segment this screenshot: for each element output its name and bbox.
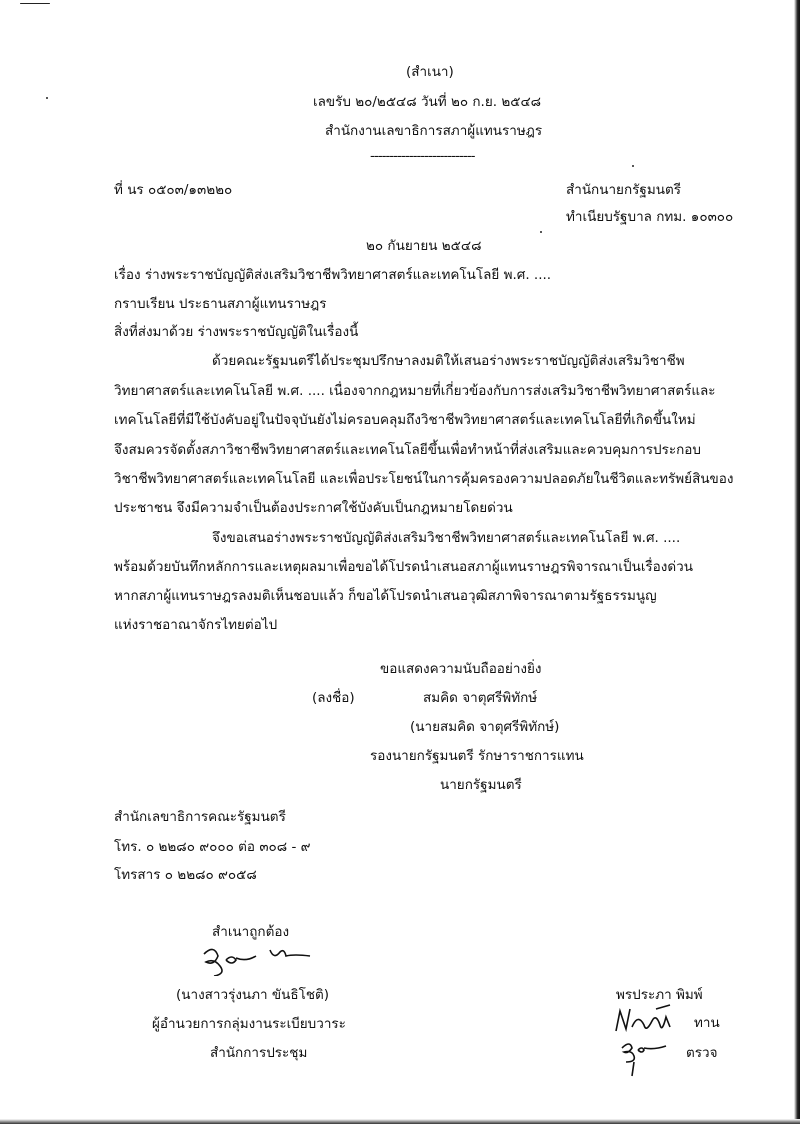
- body-paragraph-line: ประชาชน จึงมีความจำเป็นต้องประกาศใช้บังคับเป็นกฎหมายโดยด่วน: [114, 500, 513, 516]
- scan-speck: [20, 3, 50, 4]
- signatory-name-parenthetical: (นายสมคิด จาตุศรีพิทักษ์): [410, 719, 560, 735]
- contact-phone: โทร. ๐ ๒๒๘๐ ๙๐๐๐ ต่อ ๓๐๘ - ๙: [114, 839, 311, 855]
- scan-edge-bottom: [0, 1119, 800, 1124]
- receiving-office: สำนักงานเลขาธิการสภาผู้แทนราษฎร: [325, 123, 543, 139]
- subject-line: เรื่อง ร่างพระราชบัญญัติส่งเสริมวิชาชีพวิทยาศาสตร์และเทคโนโลยี พ.ศ. ....: [114, 267, 552, 283]
- signatory-title: รองนายกรัฐมนตรี รักษาราชการแทน: [370, 748, 584, 764]
- header-divider: ---------------------------: [370, 148, 475, 164]
- body-paragraph-line: เทคโนโลยีที่มีใช้บังคับอยู่ในปัจจุบันยังไม่ครอบคลุมถึงวิชาชีพวิทยาศาสตร์และเทคโนโลยีที่เกิดขึ้นใหม่: [114, 412, 696, 428]
- body-paragraph-line: ด้วยคณะรัฐมนตรีได้ประชุมปรึกษาลงมติให้เสนอร่างพระราชบัญญัติส่งเสริมวิชาชีพ: [212, 353, 685, 369]
- receipt-number: เลขรับ ๒๐/๒๕๔๘ วันที่ ๒๐ ก.ย. ๒๕๔๘: [313, 94, 542, 110]
- sender-office: สำนักนายกรัฐมนตรี: [566, 182, 681, 198]
- body-paragraph-line: พร้อมด้วยบันทึกหลักการและเหตุผลมาเพื่อขอได้โปรดนำเสนอสภาผู้แทนราษฎรพิจารณาเป็นเรื่องด่วน: [114, 559, 693, 575]
- body-paragraph-line: จึงขอเสนอร่างพระราชบัญญัติส่งเสริมวิชาชีพวิทยาศาสตร์และเทคโนโลยี พ.ศ. ....: [212, 530, 681, 546]
- sender-address: ทำเนียบรัฐบาล กทม. ๑๐๓๐๐: [566, 209, 734, 225]
- body-paragraph-line: หากสภาผู้แทนราษฎรลงมติเห็นชอบแล้ว ก็ขอได้โปรดนำเสนอวุฒิสภาพิจารณาตามรัฐธรรมนูญ: [114, 588, 657, 604]
- salutation-line: กราบเรียน ประธานสภาผู้แทนราษฎร: [114, 296, 327, 312]
- scan-speck: [46, 97, 48, 99]
- enclosure-line: สิ่งที่ส่งมาด้วย ร่างพระราชบัญญัติในเรื่องนี้: [114, 324, 359, 340]
- contact-fax: โทรสาร ๐ ๒๒๘๐ ๙๐๕๘: [114, 867, 257, 883]
- body-paragraph-line: จึงสมควรจัดตั้งสภาวิชาชีพวิทยาศาสตร์และเทคโนโลยีขึ้นเพื่อทำหน้าที่ส่งเสริมและควบคุมการประกอบ: [114, 442, 701, 458]
- verify-label: ตรวจ: [686, 1045, 718, 1061]
- certifier-name: (นางสาวรุ่งนภา ขันธิโชติ): [176, 987, 330, 1003]
- contact-office: สำนักเลขาธิการคณะรัฐมนตรี: [114, 809, 286, 825]
- checked-label: ทาน: [694, 1015, 720, 1031]
- signatory-title-2: นายกรัฐมนตรี: [440, 777, 522, 793]
- certified-copy-label: สำเนาถูกต้อง: [212, 924, 290, 940]
- scan-edge-right: [794, 0, 800, 1124]
- signatory-name: สมคิด จาตุศรีพิทักษ์: [423, 690, 538, 706]
- signature-closing: ขอแสดงความนับถืออย่างยิ่ง: [380, 661, 542, 677]
- copy-mark: (สำเนา): [406, 64, 454, 80]
- signed-label: (ลงชื่อ): [312, 690, 355, 706]
- body-paragraph-line: วิทยาศาสตร์และเทคโนโลยี พ.ศ. .... เนื่องจากกฎหมายที่เกี่ยวข้องกับการส่งเสริมวิชาชีพวิทยาศาสตร์และ: [114, 383, 716, 399]
- body-paragraph-line: แห่งราชอาณาจักรไทยต่อไป: [114, 617, 278, 633]
- typist-initials-signature: [612, 1003, 692, 1037]
- document-date: ๒๐ กันยายน ๒๕๔๘: [366, 238, 482, 254]
- scan-speck: [540, 231, 542, 233]
- certifier-signature: [196, 940, 316, 976]
- certifier-position: ผู้อำนวยการกลุ่มงานระเบียบวาระ: [152, 1016, 346, 1032]
- document-number: ที่ นร ๐๕๐๓/๑๓๒๒๐: [114, 182, 233, 198]
- typist-name: พรประภา พิมพ์: [616, 987, 703, 1003]
- certifier-unit: สำนักการประชุม: [210, 1045, 308, 1061]
- verifier-initials-signature: [616, 1036, 676, 1078]
- scan-speck: [632, 165, 634, 167]
- body-paragraph-line: วิชาชีพวิทยาศาสตร์และเทคโนโลยี และเพื่อประโยชน์ในการคุ้มครองความปลอดภัยในชีวิตและทรัพย์สินของ: [114, 471, 734, 487]
